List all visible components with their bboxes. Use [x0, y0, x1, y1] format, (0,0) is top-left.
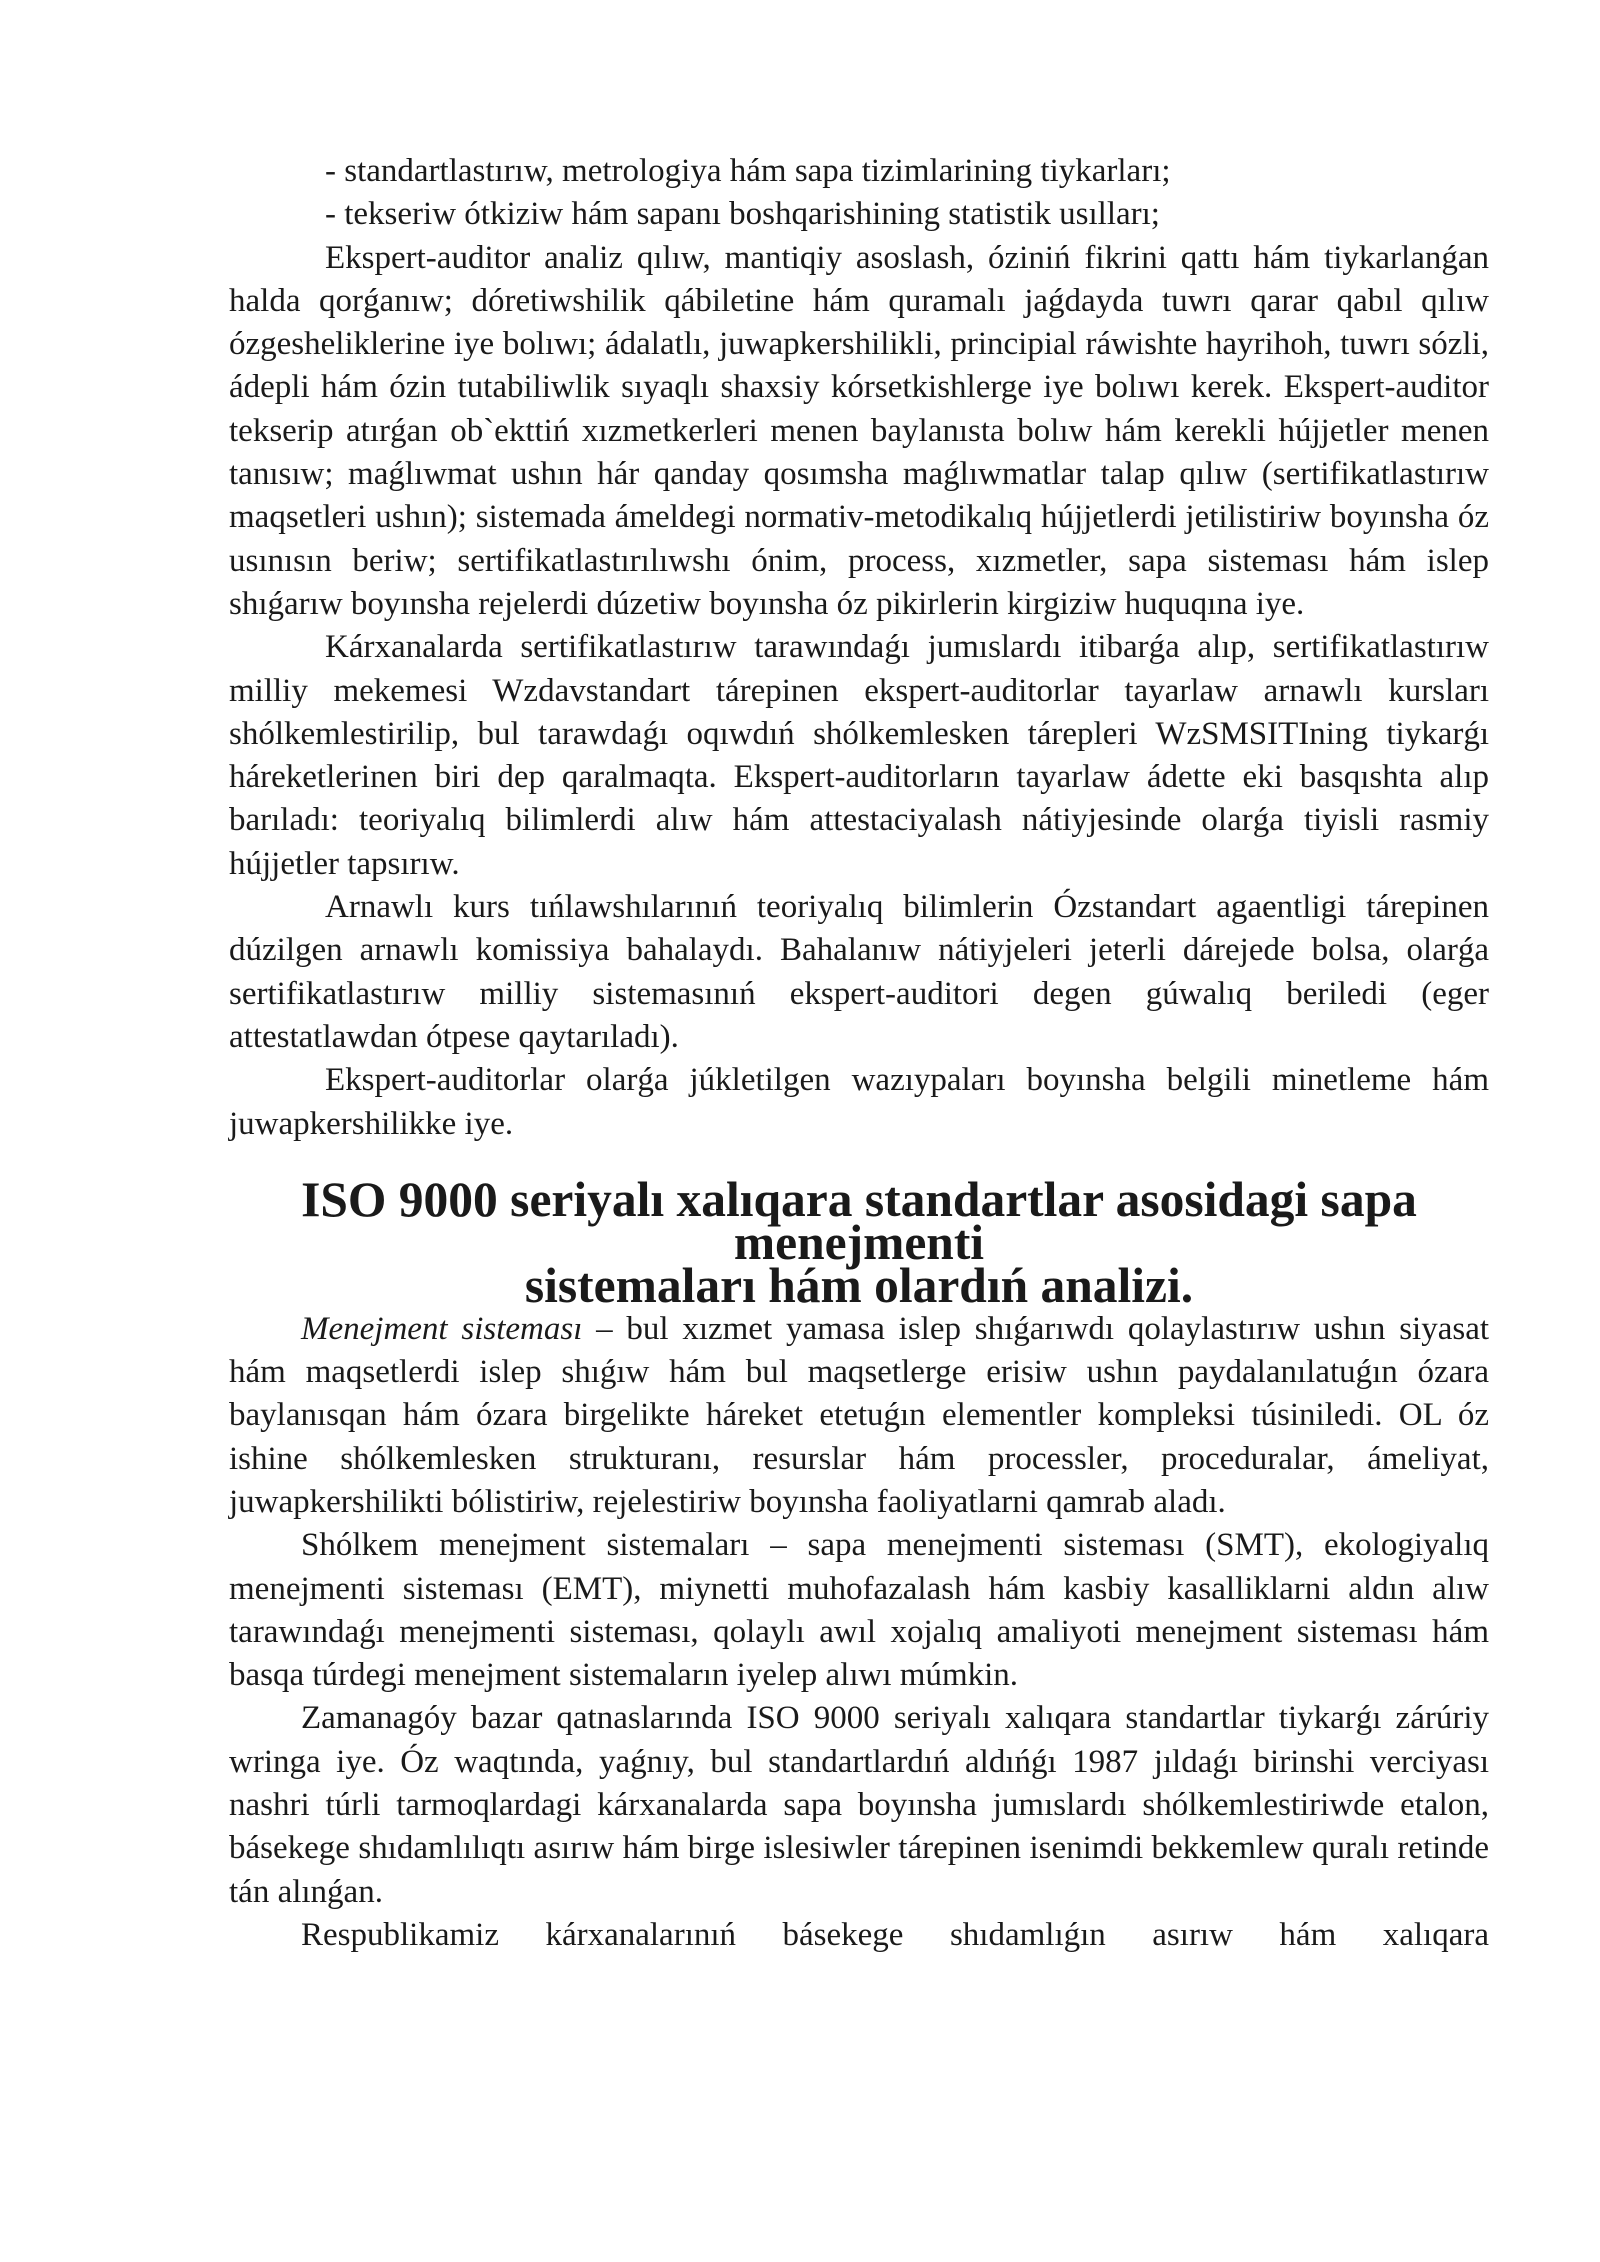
paragraph: Arnawlı kurs tıńlawshılarınıń teoriyalıq bilimlerin Ózstandart agaentligi tárepinen dúzilgen arnawlı komissiya bahalaydı. Bahalanıw nátiyjeleri jeterli dárejede bolsa, olarǵa sertifikatlastırıw milliy sistemasınıń ekspert-auditori degen gúwalıq beriledi (eger attestatlawdan ótpese qaytarıladı).	[229, 889, 1489, 1055]
definition-term: Menejment sisteması	[301, 1310, 583, 1347]
section-heading-line: ISO 9000 seriyalı xalıqara standartlar asosidagi sapa menejmenti	[301, 1171, 1417, 1271]
definition-text: – bul xızmet yamasa islep shıǵarıwdı qolaylastırıw ushın siyasat hám maqsetlerdi islep shıǵıw hám bul maqsetlerge erisiw ushın paydalanılatuǵın ózara baylanısqan hám ózara birgelikte háreket etetuǵın elementler kompleksi túsiniledi. OL óz ishine shólkemlesken strukturanı, resurslar hám processler, proceduralar, ámeliyat, juwapkershilikti bólistiriw, rejelestiriw boyınsha faoliyatlarni qamrab aladı.	[229, 1310, 1490, 1520]
document-page	[229, 150, 1489, 1957]
paragraph: Kárxanalarda sertifikatlastırıw tarawındaǵı jumıslardı itibarǵa alıp, sertifikatlastırıw milliy mekemesi Wzdavstandart tárepinen ekspert-auditorlar tayarlaw arnawlı kursları shólkemlestirilip, bul tarawdaǵı oqıwdıń shólkemlesken tárepleri WzSMSITIning tiykarǵı háreketlerinen biri dep qaralmaqta. Ekspert-auditorların tayarlaw ádette eki basqıshta alıp barıladı: teoriyalıq bilimlerdi alıw hám attestaciyalash nátiyjesinde olarǵa tiyisli rasmiy hújjetler tapsırıw.	[229, 629, 1489, 882]
paragraph: Shólkem menejment sistemaları – sapa menejmenti sisteması (SMT), ekologiyalıq menejmenti sisteması (EMT), miynetti muhofazalash hám kasbiy kasalliklarni aldın alıw tarawındaǵı menejmenti sisteması, qolaylı awıl xojalıq amaliyoti menejment sisteması hám basqa túrdegi menejment sistemaların iyelep alıwı múmkin.	[229, 1527, 1489, 1694]
list-item: - tekseriw ótkiziw hám sapanı boshqarishining statistik usılları;	[325, 196, 1160, 233]
section-heading	[229, 1171, 1489, 1314]
definition-paragraph	[229, 1308, 1489, 1524]
section-heading-line: sistemaları hám olardıń analizi.	[524, 1258, 1194, 1314]
paragraph: Ekspert-auditor analiz qılıw, mantiqiy asoslash, óziniń fikrini qattı hám tiykarlanǵan halda qorǵanıw; dóretiwshilik qábiletine hám quramalı jaǵdayda tuwrı qarar qabıl qılıw ózgesheliklerine iye bolıwı; ádalatlı, juwapkershilikli, principial ráwishte hayrihoh, tuwrı sózli, ádepli hám ózin tutabiliwlik sıyaqlı shaxsiy kórsetkishlerge iye bolıwı kerek. Ekspert-auditor tekserip atırǵan ob`ekttiń xızmetkerleri menen baylanısta bolıw hám kerekli hújjetler menen tanısıw; maǵlıwmat ushın hár qanday qosımsha maǵlıwmatlar talap qılıw (sertifikatlastırıw maqsetleri ushın); sistemada ámeldegi normativ-metodikalıq hújjetlerdi jetilistiriw boyınsha óz usınısın beriw; sertifikatlastırılıwshı ónim, process, xızmetler, sapa sisteması hám islep shıǵarıw boyınsha rejelerdi dúzetiw boyınsha óz pikirlerin kirgiziw huquqına iye.	[229, 239, 1489, 622]
paragraph: Ekspert-auditorlar olarǵa júkletilgen wazıypaları boyınsha belgili minetleme hám juwapkershilikke iye.	[229, 1062, 1489, 1142]
list-item: - standartlastırıw, metrologiya hám sapa tizimlarining tiykarları;	[325, 153, 1171, 189]
paragraph-continued: Respublikamiz kárxanalarınıń básekege shıdamlıǵın asırıw hám xalıqara	[301, 1916, 1489, 1953]
paragraph: Zamanagóy bazar qatnaslarında ISO 9000 seriyalı xalıqara standartlar tiykarǵı zárúriy wringa iye. Óz waqtında, yaǵnıy, bul standartlardıń aldıńǵı 1987 jıldaǵı birinshi verciyası nashri túrli tarmoqlardagi kárxanalarda sapa boyınsha jumıslardı shólkemlestiriwde etalon, básekege shıdamlılıqtı asırıw hám birge islesiwler tárepinen isenimdi bekkemlew quralı retinde tán alınǵan.	[229, 1700, 1489, 1910]
